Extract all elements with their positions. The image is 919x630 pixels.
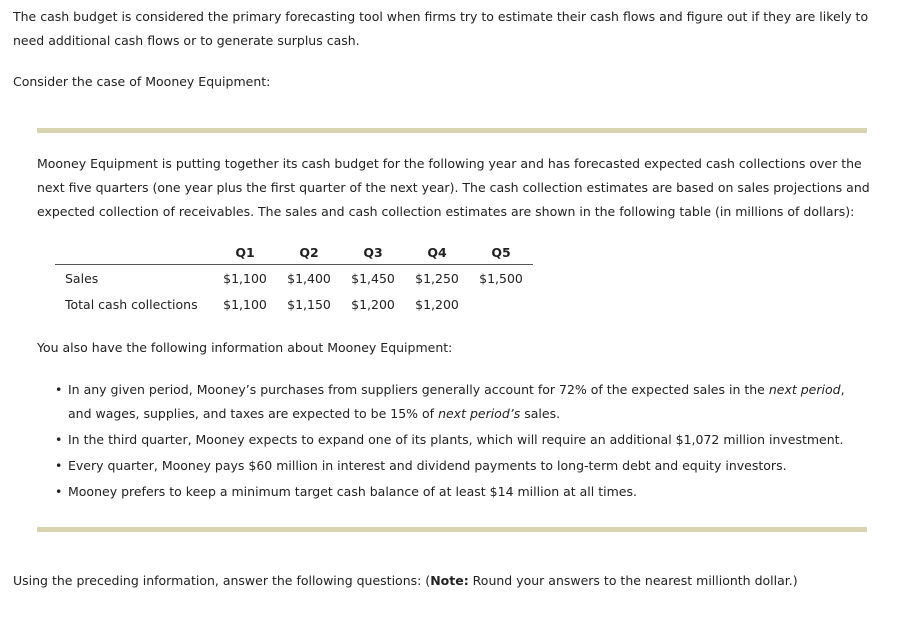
- list-item: [50, 428, 870, 452]
- table-cell: $1,400: [287, 270, 331, 286]
- scenario-paragraph: Mooney Equipment is putting together its cash budget for the following year and has forecasted expected cash collections over the next five quarters (one year plus the first quarter of the next year). The cash collection estimates are based on sales projections and expected collection of receivables. The sales and cash collection estimates are shown in the following table (in millions of dollars):: [37, 156, 870, 219]
- table-row: [55, 291, 533, 317]
- column-header: Q5: [469, 241, 533, 265]
- divider-top: [37, 128, 867, 133]
- table-header-row: [55, 241, 533, 265]
- question-instruction: [13, 569, 798, 593]
- bullet-icon: •: [55, 382, 63, 397]
- additional-info-heading: You also have the following information about Mooney Equipment:: [37, 340, 453, 355]
- note-text: Round your answers to the nearest millionth dollar.): [468, 573, 798, 588]
- list-item-text: , and wages, supplies, and taxes are expected to be 15% of: [68, 382, 845, 421]
- consider-heading: Consider the case of Mooney Equipment:: [13, 74, 271, 89]
- bullet-icon: •: [55, 432, 63, 447]
- list-item: [50, 454, 870, 478]
- table-cell: $1,450: [351, 270, 395, 286]
- question-lead: Using the preceding information, answer the following questions: (: [13, 573, 431, 588]
- table-cell: [469, 291, 533, 317]
- list-item-text: In the third quarter, Mooney expects to expand one of its plants, which will require an additional $1,072 million investment.: [68, 432, 844, 447]
- cash-estimates-table: [55, 241, 533, 317]
- column-header: Q3: [341, 241, 405, 265]
- row-label: Sales: [65, 270, 99, 286]
- intro-paragraph: The cash budget is considered the primary forecasting tool when firms try to estimate their cash flows and figure out if they are likely to need additional cash flows or to generate surplus cash.: [13, 9, 869, 48]
- list-item-text: sales.: [520, 406, 561, 421]
- table-cell: $1,150: [287, 296, 331, 312]
- list-item-emphasis: next period’s: [438, 406, 521, 421]
- note-label: Note:: [430, 573, 469, 588]
- list-item-emphasis: next period: [768, 382, 841, 397]
- table-cell: $1,200: [351, 296, 395, 312]
- bullet-icon: •: [55, 458, 63, 473]
- column-header: Q1: [213, 241, 277, 265]
- list-item-text: Every quarter, Mooney pays $60 million in interest and dividend payments to long-term debt and equity investors.: [68, 458, 787, 473]
- table-cell: $1,500: [479, 270, 523, 286]
- list-item: [50, 378, 870, 426]
- table-cell: $1,100: [223, 270, 267, 286]
- column-header: Q2: [277, 241, 341, 265]
- row-label: Total cash collections: [65, 296, 198, 312]
- list-item: [50, 480, 870, 504]
- table-corner-cell: [55, 241, 213, 265]
- bullet-icon: •: [55, 484, 63, 499]
- list-item-text: Mooney prefers to keep a minimum target cash balance of at least $14 million at all times.: [68, 484, 637, 499]
- table-row: [55, 265, 533, 292]
- column-header: Q4: [405, 241, 469, 265]
- info-list: [50, 378, 870, 506]
- table-cell: $1,100: [223, 296, 267, 312]
- divider-bottom: [37, 527, 867, 532]
- table-cell: $1,200: [415, 296, 459, 312]
- table-cell: $1,250: [415, 270, 459, 286]
- list-item-text: In any given period, Mooney’s purchases from suppliers generally account for 72% of the expected sales in the: [68, 382, 769, 397]
